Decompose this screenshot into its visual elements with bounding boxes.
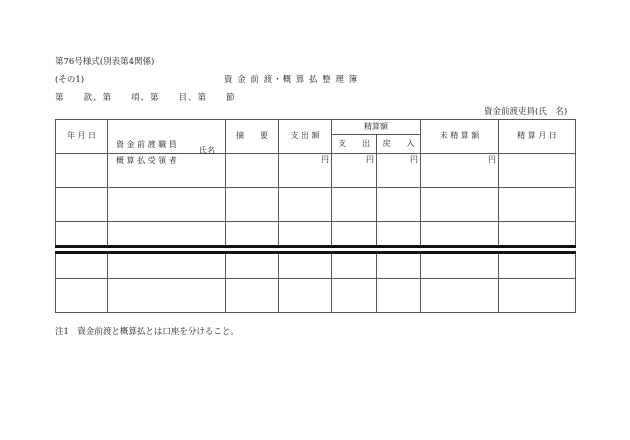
cell-official xyxy=(108,253,226,279)
cell-official xyxy=(108,188,226,222)
header-unsettled: 未 精 算 額 xyxy=(421,120,499,154)
cell-settlement-refund: 円 xyxy=(377,154,421,188)
cell-settlement-payment xyxy=(332,222,377,247)
cell-payment: 円 xyxy=(279,154,332,188)
cell-official xyxy=(108,222,226,247)
ledger-table xyxy=(55,119,576,313)
cell-settlement-refund xyxy=(377,253,421,279)
cell-settlement-date xyxy=(499,222,576,247)
cell-payment xyxy=(279,188,332,222)
cell-settlement-refund xyxy=(377,279,421,313)
part-label: (その1) xyxy=(55,75,85,85)
header-date: 年 月 日 xyxy=(56,120,108,154)
page-title: 資 金 前 渡・概 算 払 整 理 簿 xyxy=(224,75,359,85)
cell-unsettled xyxy=(421,279,499,313)
cell-summary xyxy=(226,188,279,222)
cell-official xyxy=(108,279,226,313)
cell-date xyxy=(56,188,108,222)
header-settlement-refund: 戻 入 xyxy=(377,135,421,154)
cell-settlement-date xyxy=(499,279,576,313)
classification-kou: 第 項、 xyxy=(102,93,151,103)
cell-unsettled xyxy=(421,222,499,247)
cell-date xyxy=(56,279,108,313)
cell-payment xyxy=(279,253,332,279)
cell-settlement-refund xyxy=(377,188,421,222)
classification-kan: 第 款、 xyxy=(55,93,103,103)
header-official-line1: 資 金 前 渡 職 員 xyxy=(116,139,177,149)
header-official xyxy=(108,120,226,165)
cell-settlement-payment xyxy=(332,188,377,222)
header-settlement-payment: 支 出 xyxy=(332,135,377,154)
footnote: 注1 資金前渡と概算払とは口座を分けること。 xyxy=(55,327,239,337)
form-number: 第76号様式(別表第4関係) xyxy=(55,57,155,67)
table-row xyxy=(56,222,576,247)
cell-payment xyxy=(279,279,332,313)
header-official-line2: 概 算 払 受 領 者 xyxy=(116,155,177,165)
cell-summary xyxy=(226,253,279,279)
cell-settlement-date xyxy=(499,188,576,222)
cell-settlement-payment: 円 xyxy=(332,154,377,188)
table-row xyxy=(56,253,576,279)
cell-settlement-payment xyxy=(332,279,377,313)
header-settlement-group: 精算額 xyxy=(332,120,421,135)
cell-settlement-payment xyxy=(332,253,377,279)
header-settlement-date: 精 算 月 日 xyxy=(499,120,576,154)
header-row-1 xyxy=(56,120,576,135)
classification-setsu: 第 節 xyxy=(197,93,236,103)
cell-settlement-date xyxy=(499,154,576,188)
official-label: 資金前渡吏員(氏 名) xyxy=(484,107,568,117)
classification-line xyxy=(55,94,236,103)
cell-date xyxy=(56,222,108,247)
cell-summary xyxy=(226,222,279,247)
header-payment: 支 出 額 xyxy=(279,120,332,154)
cell-date xyxy=(56,253,108,279)
header-name: 氏名 xyxy=(199,145,215,155)
table-row xyxy=(56,188,576,222)
cell-unsettled xyxy=(421,253,499,279)
table-row xyxy=(56,279,576,313)
header-summary: 摘 要 xyxy=(226,120,279,154)
cell-unsettled: 円 xyxy=(421,154,499,188)
cell-summary xyxy=(226,154,279,188)
cell-date xyxy=(56,154,108,188)
cell-settlement-date xyxy=(499,253,576,279)
classification-moku: 第 目、 xyxy=(150,93,198,103)
cell-summary xyxy=(226,279,279,313)
cell-unsettled xyxy=(421,188,499,222)
cell-settlement-refund xyxy=(377,222,421,247)
cell-payment xyxy=(279,222,332,247)
